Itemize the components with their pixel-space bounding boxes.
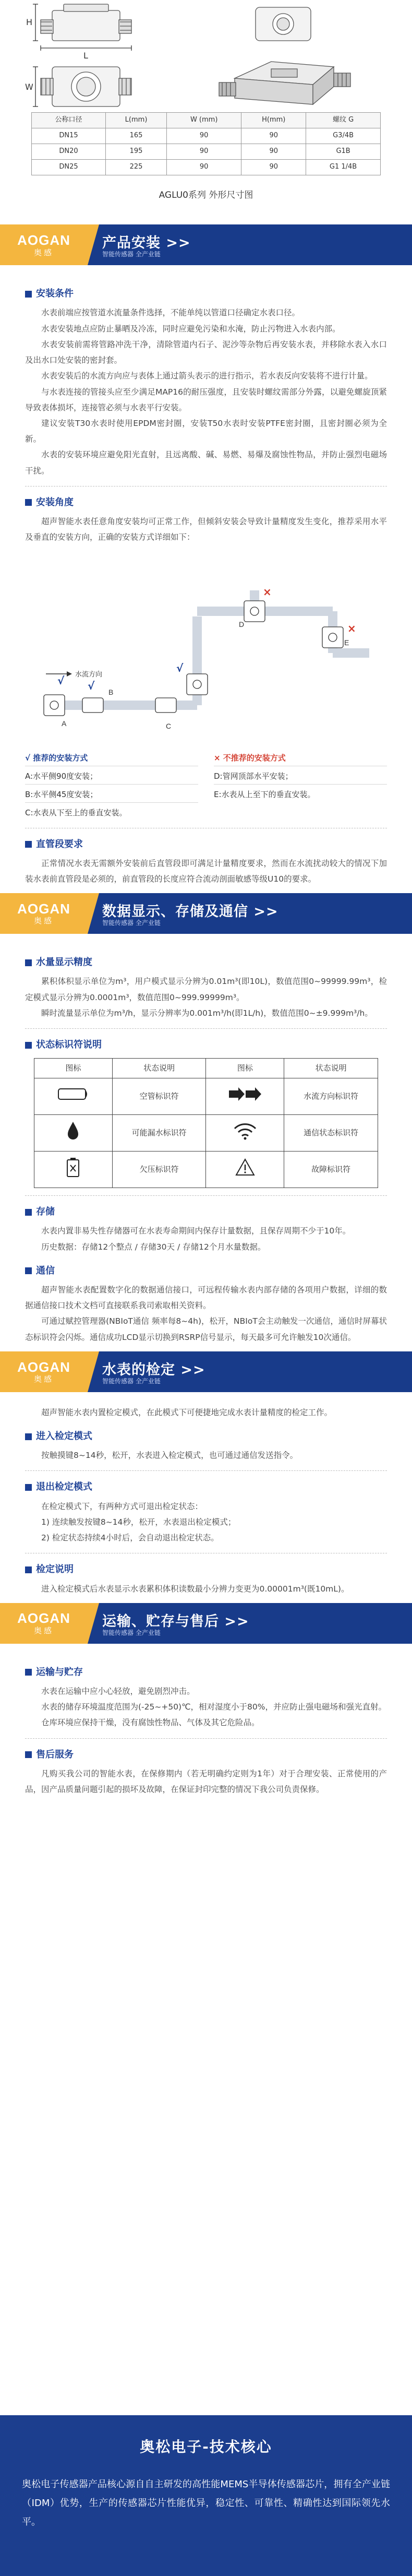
icon-table-header-cell: 图标 <box>34 1059 113 1078</box>
table-cell: 195 <box>105 144 166 160</box>
subheading-text: 运输与贮存 <box>36 1666 83 1678</box>
position-marker: C <box>166 721 172 730</box>
square-bullet-icon <box>25 291 32 298</box>
legend-recommended <box>25 750 198 821</box>
subheading-text: 直管段要求 <box>36 838 83 850</box>
square-bullet-icon <box>25 1566 32 1573</box>
position-marker: B <box>108 687 114 696</box>
ok-mark-icon: √ <box>88 679 95 692</box>
section-title: 数据显示、存储及通信 >> <box>102 904 278 920</box>
section-title: 水表的检定 >> <box>102 1361 205 1378</box>
brand-logo-cn: 奥感 <box>33 1374 54 1384</box>
subheading <box>25 1203 387 1221</box>
subheading <box>25 1262 387 1280</box>
table-cell: 90 <box>167 144 241 160</box>
paragraph: 在检定模式下，有两种方式可退出检定状态： <box>41 1501 203 1511</box>
logo-slant-decoration <box>88 1603 99 1644</box>
paragraph: 1) 连续触发按键8~14秒，松开，水表退出检定模式； <box>41 1517 236 1527</box>
divider <box>25 1470 387 1471</box>
table-cell: 90 <box>241 144 306 160</box>
brand-logo <box>0 224 88 265</box>
square-bullet-icon <box>25 1484 32 1491</box>
paragraph: 累积体积显示单位为m³，用户模式显示分辨为0.01m³(即10L)，数值范围0~99999.99m³，检定模式显示分辨为0.0001m³，数值范围0~999.99999m³。 <box>25 977 387 1002</box>
subheading <box>25 1561 387 1578</box>
signal-icon <box>206 1115 284 1152</box>
dim-label-l: L <box>83 51 88 61</box>
paragraph: 水表安装后的水流方向应与表体上通过箭头表示的进行指示，若水表反向安装将不进行计量。 <box>41 371 373 381</box>
empty-pipe-icon <box>34 1078 113 1115</box>
icon-label: 故障标识符 <box>284 1152 378 1188</box>
brand-logo <box>0 1603 88 1644</box>
brand-logo-en: AOGAN <box>17 232 70 248</box>
subheading <box>25 494 387 512</box>
subheading-text: 状态标识符说明 <box>36 1039 102 1050</box>
table-cell: DN20 <box>32 144 106 160</box>
spec-table-header <box>32 113 381 128</box>
paragraph: 水表在运输中应小心轻放，避免剧烈冲击。 <box>41 1686 195 1696</box>
subheading-text: 退出检定模式 <box>36 1481 92 1493</box>
spec-table <box>31 112 381 175</box>
paragraph: 超声智能水表配置数字化的数据通信接口，可远程传输水表内部存储的各项用户数据，详细的数据通信接口技术文档可直接联系我司索取相关资料。 <box>25 1285 387 1311</box>
paragraph: 水表安装地点应防止暴晒及冷冻，同时应避免污染和水淹，防止污物进入水表内部。 <box>41 324 341 334</box>
subheading <box>25 954 387 971</box>
table-cell: 90 <box>167 128 241 144</box>
paragraph: 按触摸键8~14秒，松开，水表进入检定模式，也可通过通信发送指令。 <box>41 1451 298 1461</box>
square-bullet-icon <box>25 499 32 506</box>
logo-slant-decoration <box>88 1351 99 1392</box>
subheading-text: 安装角度 <box>36 496 74 508</box>
subheading-text: 水量显示精度 <box>36 957 92 968</box>
paragraph: 超声智能水表任意角度安装均可正常工作，但倾斜安装会导致计量精度发生变化，推荐采用水平及垂直的安装方向，正确的安装方式详细如下： <box>25 517 387 542</box>
status-icon-table <box>34 1058 378 1188</box>
logo-slant-decoration <box>88 893 99 934</box>
legend-item: B:水平侧45度安装； <box>25 784 198 802</box>
brand-logo <box>0 1351 88 1392</box>
icon-label: 欠压标识符 <box>112 1152 206 1188</box>
low-battery-icon <box>34 1152 113 1188</box>
no-mark-icon: × <box>347 622 356 635</box>
icon-label: 空管标识符 <box>112 1078 206 1115</box>
section-banner-transport <box>0 1603 412 1644</box>
paragraph: 瞬时流量显示单位为m³/h，显示分辨率为0.001m³/h(即1L/h)，数值范围0~±9.999m³/h。 <box>41 1008 373 1018</box>
brand-logo-en: AOGAN <box>17 1610 70 1627</box>
subheading <box>25 1478 387 1496</box>
brand-tagline: 智能传感器 全产业链 <box>102 1377 161 1385</box>
meter-dimension-drawing <box>0 0 412 112</box>
table-row <box>34 1115 378 1152</box>
fault-warning-icon <box>206 1152 284 1188</box>
ok-mark-icon: √ <box>176 661 184 674</box>
brand-tagline: 智能传感器 全产业链 <box>102 1629 161 1636</box>
table-row <box>32 144 381 160</box>
icon-label: 通信状态标识符 <box>284 1115 378 1152</box>
subheading-text: 检定说明 <box>36 1564 74 1575</box>
subheading-text: 安装条件 <box>36 288 74 300</box>
spec-header-cell: 公称口径 <box>32 113 106 128</box>
table-cell: G1B <box>306 144 381 160</box>
subheading <box>25 1664 387 1681</box>
divider <box>25 1738 387 1739</box>
flow-direction-label: 水流方向 <box>75 670 103 679</box>
table-cell: 90 <box>167 160 241 175</box>
table-cell: 90 <box>241 160 306 175</box>
legend-title-recommended: √ 推荐的安装方式 <box>25 753 88 763</box>
table-cell: DN15 <box>32 128 106 144</box>
subheading <box>25 836 387 853</box>
table-cell: G3/4B <box>306 128 381 144</box>
legend-not-recommended <box>214 750 387 821</box>
legend-item: E:水表从上至下的垂直安装。 <box>214 784 387 802</box>
icon-table-header-cell: 图标 <box>206 1059 284 1078</box>
subheading <box>25 1428 387 1445</box>
table-cell: 225 <box>105 160 166 175</box>
paragraph: 水表的安装环境应避免阳光直射，且远离酸、碱、易燃、易爆及腐蚀性物品，并防止强烈电磁场干扰。 <box>25 450 387 476</box>
table-cell: 165 <box>105 128 166 144</box>
paragraph: 水表安装前需将管路冲洗干净，清除管道内石子、泥沙等杂物后再安装水表，并移除水表入水口及出水口处安装的密封套。 <box>25 339 387 365</box>
display-content <box>0 934 412 1351</box>
brand-logo-cn: 奥感 <box>33 1626 54 1636</box>
install-content <box>0 265 412 893</box>
spec-header-cell: L(mm) <box>105 113 166 128</box>
divider <box>25 1195 387 1196</box>
icon-label: 可能漏水标识符 <box>112 1115 206 1152</box>
subheading-text: 进入检定模式 <box>36 1431 92 1442</box>
leak-drop-icon <box>34 1115 113 1152</box>
dim-label-h: H <box>26 17 33 27</box>
square-bullet-icon <box>25 1751 32 1758</box>
section-title: 运输、贮存与售后 >> <box>102 1613 249 1630</box>
dimension-figure <box>0 0 412 112</box>
legend-item: D:管网顶部水平安装； <box>214 766 387 784</box>
flow-direction-icon <box>206 1078 284 1115</box>
table-row <box>34 1078 378 1115</box>
spec-header-cell: W (mm) <box>167 113 241 128</box>
paragraph: 水表前端应按管道水流量条件选择，不能单纯以管道口径确定水表口径。 <box>41 308 300 318</box>
icon-label: 水流方向标识符 <box>284 1078 378 1115</box>
icon-table-header <box>34 1059 378 1078</box>
position-marker: A <box>62 719 67 728</box>
brand-logo-cn: 奥感 <box>33 247 54 257</box>
section-banner-install <box>0 224 412 265</box>
section-title: 产品安装 >> <box>102 235 191 252</box>
verify-content <box>0 1392 412 1603</box>
logo-slant-decoration <box>88 224 99 265</box>
no-mark-icon: × <box>263 585 272 598</box>
paragraph: 水表的储存环境温度范围为(-25~+50)℃，相对湿度小于80%，并应防止强电磁场和强光直射。 <box>41 1702 386 1712</box>
icon-table-header-cell: 状态说明 <box>112 1059 206 1078</box>
square-bullet-icon <box>25 841 32 848</box>
paragraph: 历史数据：存储12个整点 / 存储30天 / 存储12个月水量数据。 <box>41 1242 266 1252</box>
spec-header-cell: 螺纹 G <box>306 113 381 128</box>
table-row <box>32 160 381 175</box>
table-row <box>34 1152 378 1188</box>
paragraph: 仓库环境应保持干燥，没有腐蚀性物品、气体及其它危险品。 <box>41 1718 260 1728</box>
section-banner-verify <box>0 1351 412 1392</box>
brand-tagline: 智能传感器 全产业链 <box>102 251 161 258</box>
legend-title-not-recommended: × 不推荐的安装方式 <box>214 753 286 763</box>
table-cell: DN25 <box>32 160 106 175</box>
subheading <box>25 285 387 303</box>
tech-core-block <box>0 2415 412 2576</box>
divider <box>25 1028 387 1029</box>
icon-table-header-cell: 状态说明 <box>284 1059 378 1078</box>
install-legend <box>25 750 387 821</box>
subheading <box>25 1036 387 1054</box>
paragraph: 与水表连接的管接头应至少满足MAP16的耐压强度，且安装时螺纹需部分外露，以避免螺旋顶紧导致表体损坏，连接管必须与水表平行安装。 <box>25 387 387 412</box>
install-angle-diagram <box>25 549 387 747</box>
paragraph: 超声智能水表内置检定模式，在此模式下可便捷地完成水表计量精度的检定工作。 <box>41 1407 333 1417</box>
figure-caption: AGLU0系列 外形尺寸图 <box>159 190 253 200</box>
paragraph: 正常情况水表无需额外安装前后直管段即可满足计量精度要求，然而在水流扰动较大的情况下加装水表前直管段是必须的，前直管段的长度应符合流动剖面敏感等级U10的要求。 <box>25 858 387 884</box>
section-banner-display <box>0 893 412 934</box>
table-cell: 90 <box>241 128 306 144</box>
paragraph: 可通过赋控管理器(NBIoT通信 频率每8~4h)，松开，NBIoT会主动触发一次通信，通信时屏幕状态标识符会闪烁。通信成功LCD显示切换到RSRP信号显示，每天最多可允许触发10次通信。 <box>25 1316 387 1342</box>
brand-logo-en: AOGAN <box>17 900 70 917</box>
square-bullet-icon <box>25 1433 32 1440</box>
brand-logo-en: AOGAN <box>17 1359 70 1375</box>
table-cell: G1 1/4B <box>306 160 381 175</box>
paragraph: 2) 检定状态持续4小时后，会自动退出检定状态。 <box>41 1533 219 1543</box>
square-bullet-icon <box>25 1042 32 1049</box>
subheading <box>25 1746 387 1764</box>
paragraph: 水表内置非易失性存储器可在水表寿命期间内保存计量数据，且保存周期不少于10年。 <box>41 1226 351 1236</box>
pipe-diagram <box>25 549 387 747</box>
subheading-text: 存储 <box>36 1206 55 1218</box>
square-bullet-icon <box>25 959 32 966</box>
brand-logo <box>0 893 88 934</box>
legend-item: C:水表从下至上的垂直安装。 <box>25 802 198 821</box>
square-bullet-icon <box>25 1267 32 1274</box>
subheading-text: 通信 <box>36 1265 55 1276</box>
transport-content <box>0 1644 412 1803</box>
table-row <box>32 128 381 144</box>
square-bullet-icon <box>25 1209 32 1216</box>
brand-tagline: 智能传感器 全产业链 <box>102 919 161 927</box>
position-marker: D <box>239 620 245 628</box>
position-marker: E <box>344 638 349 647</box>
ok-mark-icon: √ <box>57 674 65 687</box>
paragraph: 凡购买我公司的智能水表，在保修期内（若无明确约定则为1年）对于合理安装、正常使用的产品，因产品质量问题引起的损坏及故障，在保证封印完整的情况下我公司负责保修。 <box>25 1768 387 1794</box>
paragraph: 建议安装T30水表时使用EPDM密封圈，安装T50水表时安装PTFE密封圈，且密封圈必须为全新。 <box>25 419 387 444</box>
brand-logo-cn: 奥感 <box>33 916 54 926</box>
subheading-text: 售后服务 <box>36 1749 74 1760</box>
dim-label-w: W <box>25 82 33 92</box>
tech-core-body: 奥松电子传感器产品核心源自自主研发的高性能MEMS半导体传感器芯片，拥有全产业链（IDM）优势，生产的传感器芯片性能优异，稳定性、可靠性、精确性达到国际领先水平。 <box>22 2479 390 2528</box>
square-bullet-icon <box>25 1669 32 1676</box>
spec-header-cell: H(mm) <box>241 113 306 128</box>
legend-item: A:水平侧90度安装； <box>25 766 198 784</box>
paragraph: 进入检定模式后水表显示水表累积体积读数最小分辨力变更为0.00001m³(既10mL)。 <box>41 1584 349 1594</box>
tech-core-title: 奥松电子-技术核心 <box>140 2438 272 2455</box>
